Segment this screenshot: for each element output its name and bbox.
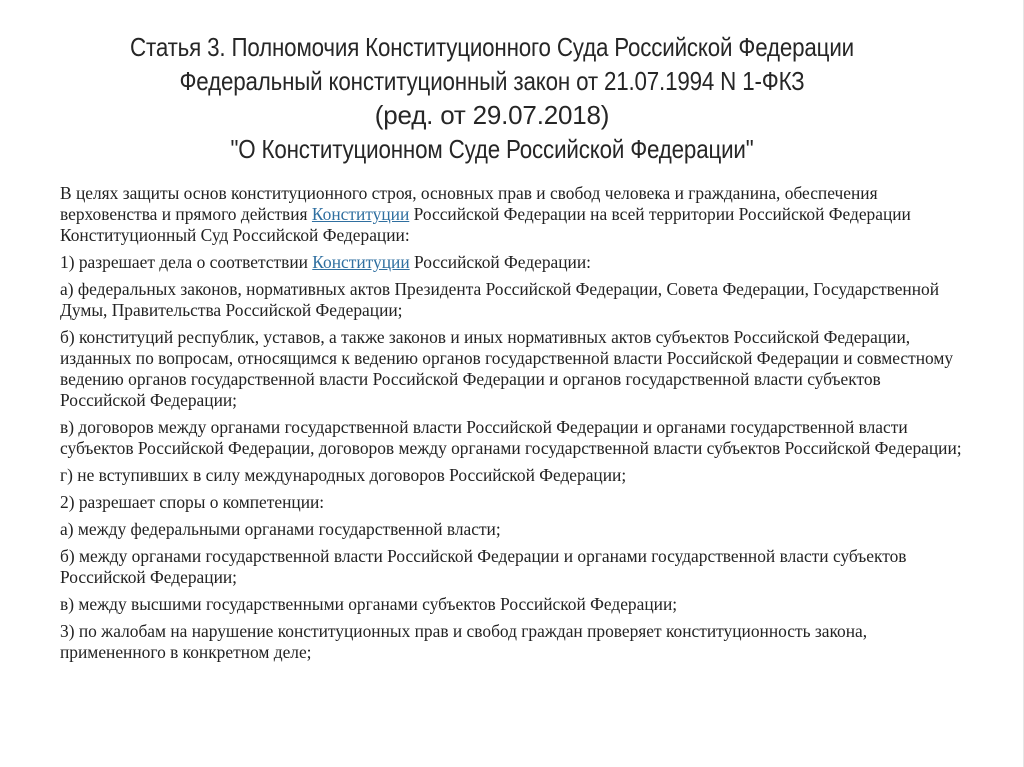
paragraph-text: Российской Федерации на всей территории Российской Федерации Конституционный Суд Российской Федерации: bbox=[60, 204, 911, 245]
constitution-link[interactable]: Конституции bbox=[312, 252, 410, 272]
paragraph-item-3: 3) по жалобам на нарушение конституционных прав и свобод граждан проверяет конституционность закона, примененного в конкретном деле; bbox=[60, 621, 868, 662]
title-line-edition: (ред. от 29.07.2018) bbox=[374, 100, 610, 130]
paragraph-text: 1) разрешает дела о соответствии bbox=[60, 252, 313, 272]
title-line-law: Федеральный конституционный закон от 21.07.1994 N 1-ФКЗ bbox=[179, 66, 805, 96]
paragraph-text: В целях защиты основ конституционного строя, основных прав и свобод человека и гражданина, обеспечения верховенства и прямого действия bbox=[60, 183, 878, 224]
paragraph-item-2a: а) между федеральными органами государственной власти; bbox=[60, 519, 501, 539]
title-line-law-name: "О Конституционном Суде Российской Федерации" bbox=[230, 134, 754, 164]
paragraph-item-2v: в) между высшими государственными органами субъектов Российской Федерации; bbox=[60, 594, 678, 614]
title-line-article: Статья 3. Полномочия Конституционного Суда Российской Федерации bbox=[130, 32, 854, 62]
paragraph-item-1b: б) конституций республик, уставов, а также законов и иных нормативных актов субъектов Российской Федерации, изданных по вопросам, относящимся к ведению органов государственной власти Российской Федерации и совместному ведению органов государственной власти Российской Федерации и органов государственной власти субъектов Российской Федерации; bbox=[60, 327, 954, 410]
paragraph-item-2b: б) между органами государственной власти Российской Федерации и органами государственной власти субъектов Российской Федерации; bbox=[60, 546, 907, 587]
paragraph-text: Российской Федерации: bbox=[409, 252, 592, 272]
paragraph-item-1g: г) не вступивших в силу международных договоров Российской Федерации; bbox=[60, 465, 627, 485]
paragraph-item-1 bbox=[60, 252, 970, 273]
paragraph-item-1v: в) договоров между органами государственной власти Российской Федерации и органами государственной власти субъектов Российской Федерации, договоров между органами государственной власти субъектов Российской Федерации; bbox=[60, 417, 962, 458]
paragraph-item-1a: а) федеральных законов, нормативных актов Президента Российской Федерации, Совета Федерации, Государственной Думы, Правительства Российской Федерации; bbox=[60, 279, 940, 320]
paragraph-item-2: 2) разрешает споры о компетенции: bbox=[60, 492, 325, 512]
paragraph-intro bbox=[60, 183, 970, 246]
article-body bbox=[60, 183, 970, 669]
constitution-link[interactable]: Конституции bbox=[311, 204, 410, 224]
page-title bbox=[40, 30, 944, 166]
